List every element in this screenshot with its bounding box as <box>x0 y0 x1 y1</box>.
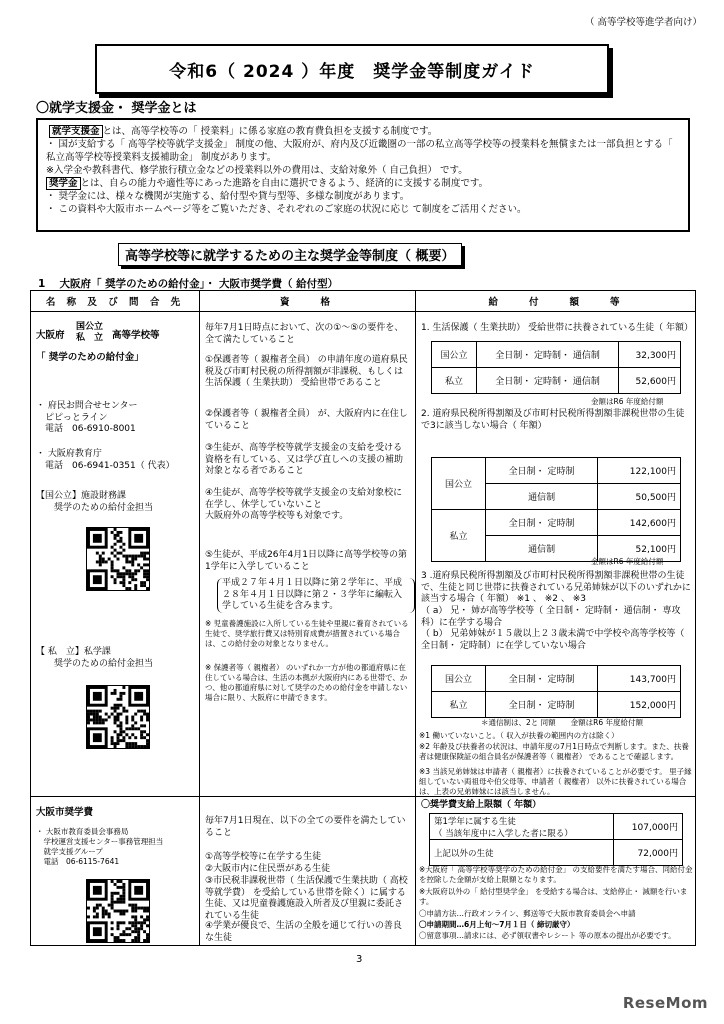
city-qual-2: ②大阪市内に住民票がある生徒 <box>205 864 331 874</box>
pref-dept-public: 【国公立】施設財務課 奨学のための給付金担当 <box>36 491 154 513</box>
city-note-2: ※大阪府以外の「 給付型奨学金」 を受給する場合は、支給停止・ 減額を行います。 <box>419 887 688 906</box>
qr-code-city[interactable] <box>86 879 150 943</box>
table-cell-category: 国公立 <box>432 342 477 368</box>
city-apply-period: 〇申請期間…6月上旬～7月１日（ 締切厳守） <box>419 920 575 929</box>
city-qual-4: ④学業が優良で、生活の全般を通じて行いの善良な生徒 <box>205 921 402 943</box>
table-cell-type: 全日制・ 定時制 <box>485 692 597 718</box>
pref-note-2: ※ 保護者等（ 親権者） のいずれか一方が他の都道府県に在住している場合は、生活の本拠が大阪府内にある世帯で、かつ、他の都道府県に対して奨学のための給付金を申請しない場合に限り、大阪府に申請できます。 <box>205 663 408 702</box>
term-shugaku: 就学支援金 <box>49 125 103 138</box>
city-caution: 〇留意事項…請求には、必ず領収書やレシート 等の原本の提出が必要です。 <box>419 931 676 940</box>
table-row <box>432 666 681 692</box>
city-limit-table <box>429 813 683 866</box>
city-program-name: 大阪市奨学費 <box>36 807 94 818</box>
program-table <box>30 290 696 946</box>
table-cell-amount: 143,700円 <box>598 666 681 692</box>
table-row <box>432 342 681 368</box>
header-name: 名 称 及 び 問 合 先 <box>45 297 185 308</box>
amount-1-note: 金額はR6 年度給付額 <box>591 397 664 406</box>
intro-line6: ・ この資料や大阪市ホームページ等をご覧いただき、それぞれのご家庭の状況に応じ て制度をご活用ください。 <box>46 204 527 215</box>
pref-dept-private: 【 私 立】私学課 奨学のための給付金担当 <box>36 647 154 669</box>
intro-line5: ・ 奨学金には、様々な機関が実施する、給付型や貸与型等、多様な制度があります。 <box>46 191 410 202</box>
city-limit-title: 〇奨学費支給上限額（ 年額） <box>421 800 542 810</box>
page-number: 3 <box>356 954 363 965</box>
table-cell-amount: 142,600円 <box>598 510 681 536</box>
table-cell-amount: 32,300円 <box>619 342 681 368</box>
table-cell-type: 通信制 <box>485 536 597 562</box>
table-cell-category: 私立 <box>432 368 477 394</box>
pref-contact-center: ・ 府民お問合せセンター ピピっとライン 電話 06-6910-8001 <box>36 401 138 434</box>
qr-code-private[interactable] <box>86 685 150 749</box>
amount-3-case-a: （ a） 兄・ 姉が高等学校等（ 全日制・ 定時制・ 通信制・ 専攻科）に在学する場合 <box>421 606 681 628</box>
city-contact: ・ 大阪市教育委員会事務局 学校運営支援センター事務管理担当 就学支援グループ 電話 06-6115-7641 <box>36 827 164 866</box>
pref-org-label: 大阪府 <box>36 330 65 341</box>
table-cell-category: 国公立 <box>432 458 486 510</box>
amount-2-title: 2. 道府県民税所得割額及び市町村民税所得割額非課税世帯の生徒で3に該当しない場合（ 年額） <box>421 409 685 431</box>
pref-program-name: 「 奨学のための給付金」 <box>36 352 144 363</box>
footnote-1: ※1 働いていないこと。（ 収入が扶養の範囲内の方は除く） <box>419 731 619 740</box>
amount-3-case-b: （ b） 兄弟姉妹が１５歳以上２３歳未満で中学校や高等学校等（ 全日制・ 定時制）に在学していない場合 <box>421 629 685 651</box>
table-row <box>432 368 681 394</box>
intro-line4: とは、自らの能力や適性等にあった進路を自由に選択できるよう、経済的に支援する制度です。 <box>80 178 489 189</box>
pref-qual-1: ①保護者等（ 親権者全員） の申請年度の道府県民税及び市町村民税の所得割額が非課税、もしくは生活保護（ 生業扶助） 受給世帯であること <box>205 355 408 388</box>
table-cell-type: 全日制・ 定時制 <box>485 458 597 484</box>
city-qual-1: ①高等学校等に在学する生徒 <box>205 852 322 862</box>
table-cell-amount: 72,000円 <box>614 840 683 866</box>
table-cell-amount: 52,600円 <box>619 368 681 394</box>
intro-line1: とは、高等学校等の「 授業料」に係る家庭の教育費負担を支援する制度です。 <box>102 126 438 137</box>
pref-qual-5-note: 平成２７年４月１日以降に第２学年に、平成２８年４月１日以降に第２・３学年に編転入学している生徒を含みます。 <box>217 578 415 613</box>
amount-3-title: 3 .道府県民税所得割額及び市町村民税所得割額非課税世帯の生徒で、生徒と同じ世帯に扶養されている兄弟姉妹が以下のいずれかに該当する場合（ 年額） ※1 、 ※2 、 ※3 <box>421 571 691 604</box>
footnote-2: ※2 年齢及び扶養者の状況は、申請年度の7月1日時点で判断します。また、扶養者は健康保険証の組合員名が保護者等（ 親権者） であることで確認します。 <box>419 742 689 761</box>
section-heading: 〇就学支援金・ 奨学金とは <box>36 101 197 116</box>
intro-line3: ※入学金や教科書代、修学旅行積立金などの授業料以外の費用は、支給対象外（ 自己負担） です。 <box>46 165 468 176</box>
watermark-logo: ReseMom <box>622 994 708 1012</box>
term-shogaku: 奨学金 <box>46 177 81 190</box>
table-cell-type: 全日制・ 定時制 <box>485 510 597 536</box>
pref-note-1: ※ 児童養護施設に入所している生徒や里親に養育されている生徒で、奨学旅行費又は特別育成費が措置されている場合は、この給付金の対象となりません。 <box>205 619 409 648</box>
pref-qual-2: ②保護者等（ 親権者全員） が、大阪府内に在住していること <box>205 409 408 431</box>
amount-table-3 <box>431 665 681 718</box>
table-cell-type: 全日制・ 定時制 <box>485 666 597 692</box>
header-qualification: 資 格 <box>279 297 334 308</box>
header-amount: 給 付 額 等 <box>488 297 624 308</box>
footnote-3: ※3 当該兄弟姉妹は申請者（ 親権者）に扶養されていることが必要です。 里子縁組していない両祖母や伯父母等、申請者（ 親権者） 以外に扶養されている場合は、上表の兄弟姉妹には該当しません。 <box>419 767 692 796</box>
amount-1-title: 1. 生活保護（ 生業扶助） 受給世帯に扶養されている生徒（ 年額） <box>421 323 694 333</box>
table-row <box>432 458 681 484</box>
amount-3-note: ＊通信制は、2と 同額 金額はR6 年度給付額 <box>481 718 644 727</box>
pref-school-type: 国公立 私 立 <box>76 322 104 343</box>
table-row <box>432 692 681 718</box>
table-cell-amount: 122,100円 <box>598 458 681 484</box>
sub-heading: 高等学校等に就学するための主な奨学金等制度（ 概要） <box>118 243 462 266</box>
table-row <box>432 510 681 536</box>
pref-qual-3: ③生徒が、高等学校等就学支援金の支給を受ける資格を有している、又は学び直しへの支援の補助対象となる者であること <box>205 443 404 476</box>
city-apply-method: 〇申請方法…行政オンライン、郵送等で大阪市教育委員会へ申請 <box>419 909 636 918</box>
table-cell-amount: 50,500円 <box>598 484 681 510</box>
table-row <box>430 814 683 840</box>
qr-code-public[interactable] <box>86 527 150 591</box>
table-cell-category: 私立 <box>432 510 486 562</box>
page-title: 令和6（ 2024 ）年度 奨学金等制度ガイド <box>95 44 609 94</box>
intro-line2: ・ 国が支給する「 高等学校等就学支援金」 制度の他、大阪府が、府内及び近畿圏の一部の私立高等学校等の授業料を無償または一部負担とする「 私立高等学校等授業料支援補助金」 制度があります。 <box>46 139 673 163</box>
table-cell-category: 私立 <box>432 692 486 718</box>
table-cell-amount: 152,000円 <box>598 692 681 718</box>
table-cell-label: 上記以外の生徒 <box>430 840 614 866</box>
pref-contact-edu: ・ 大阪府教育庁 電話 06-6941-0351（ 代表） <box>36 449 175 471</box>
city-note-1: ※大阪府「 高等学校等奨学のための給付金」 の支給要件を満たす場合、同給付金を控除した金額が支給上限額となります。 <box>419 865 693 884</box>
subsection-title: 1 大阪府「 奨学のための給付金」・ 大阪市奨学費（ 給付型） <box>38 278 339 290</box>
amount-2-note: 金額はR6 年度給付額 <box>591 557 664 566</box>
table-cell-type: 全日制・ 定時制・ 通信制 <box>477 342 619 368</box>
pref-qual-intro: 毎年7月1日時点において、次の①～⑤の要件を、全て満たしていること <box>205 323 404 345</box>
table-row <box>430 840 683 866</box>
pref-school-label: 高等学校等 <box>112 330 160 341</box>
table-cell-category: 国公立 <box>432 666 486 692</box>
table-cell-type: 通信制 <box>485 484 597 510</box>
amount-table-1 <box>431 341 681 394</box>
amount-table-2 <box>431 457 681 562</box>
intro-box <box>36 118 690 232</box>
table-cell-amount: 52,100円 <box>598 536 681 562</box>
pref-qual-4: ④生徒が、高等学校等就学支援金の支給対象校に在学し、休学していないこと 大阪府外の高等学校等も対象です。 <box>205 488 403 521</box>
table-cell-label: 第1学年に属する生徒 （ 当該年度中に入学した者に限る） <box>430 814 614 840</box>
audience-label: （ 高等学校等進学者向け） <box>584 17 702 28</box>
pref-qual-5: ⑤生徒が、平成26年4月1日以降に高等学校等の第1学年に入学していること <box>205 550 407 572</box>
table-cell-type: 全日制・ 定時制・ 通信制 <box>477 368 619 394</box>
city-qual-3: ③市民税非課税世帯（ 生活保護で生業扶助（ 高校等就学費） を受給している世帯を除く）に属する生徒、又は児童養護施設入所者及び里親に委託されている生徒 <box>205 876 408 921</box>
table-cell-amount: 107,000円 <box>614 814 683 840</box>
city-qual-intro: 毎年7月1日現在、以下の全ての要件を満たしていること <box>205 816 406 838</box>
